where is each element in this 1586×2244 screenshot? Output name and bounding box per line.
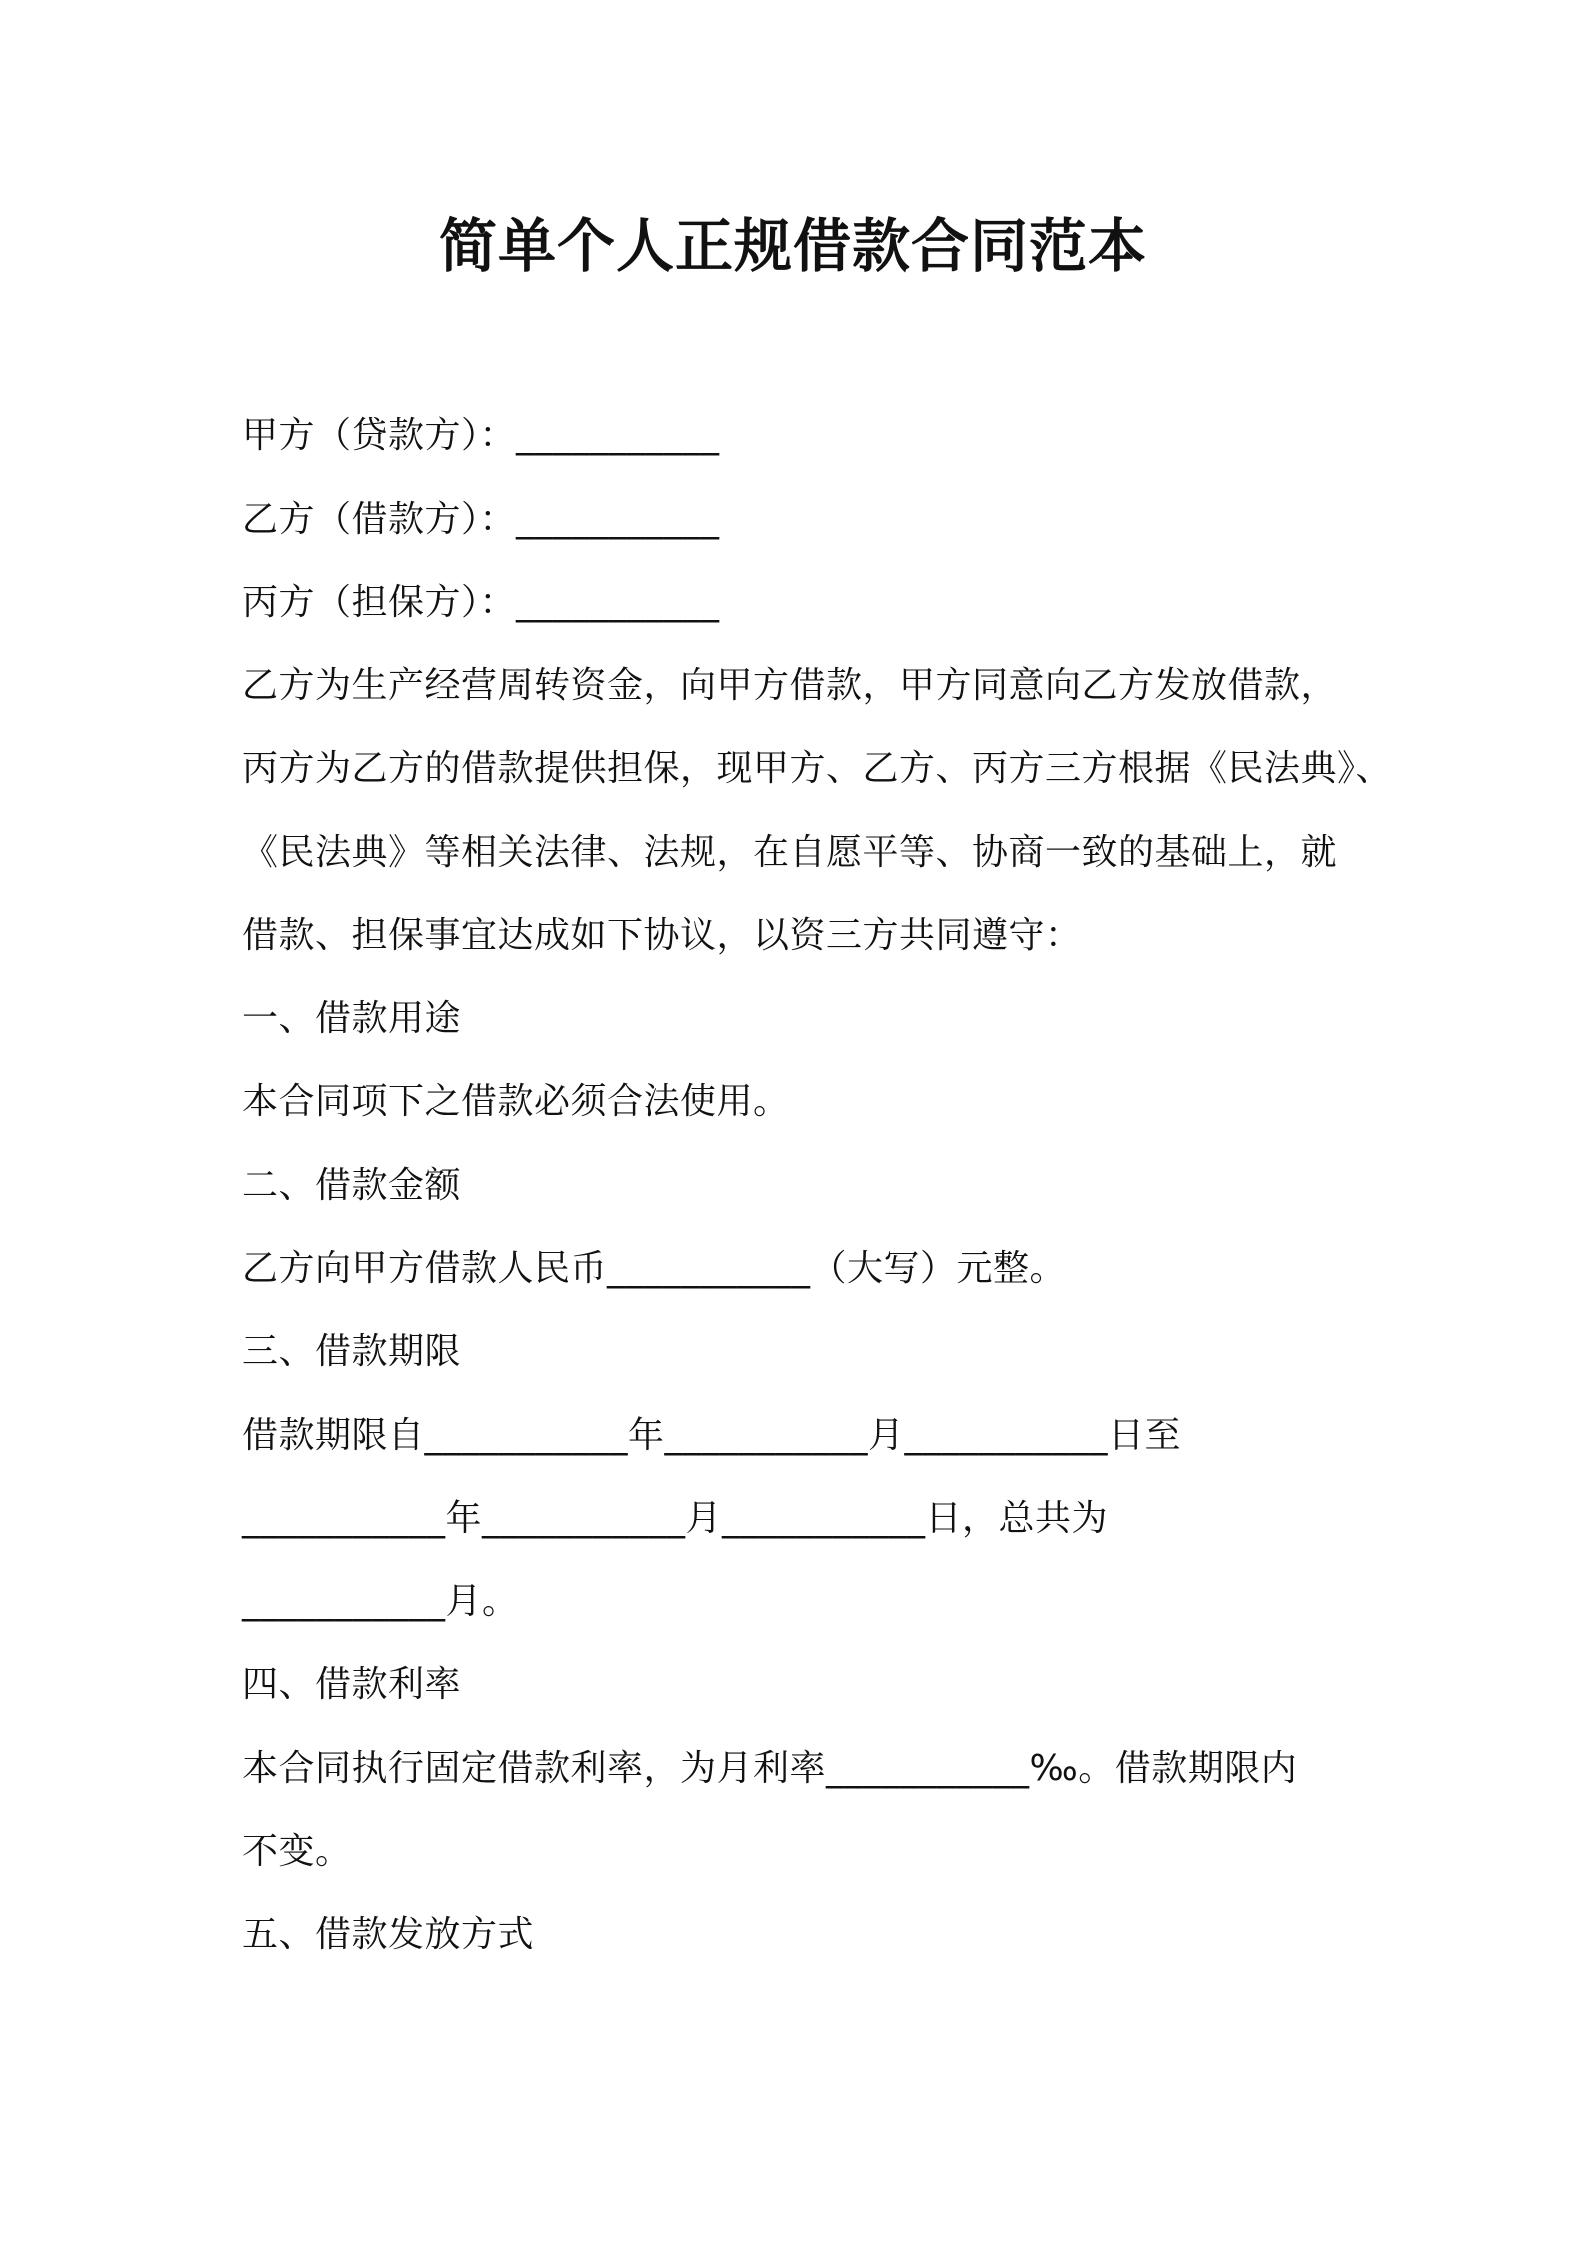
section-heading-disbursement: 五、借款发放方式 — [242, 1914, 535, 1955]
section-body-term-line-3: ___________月。 — [242, 1581, 519, 1622]
party-c-line: 丙方（担保方）：___________ — [242, 582, 720, 623]
section-heading-term: 三、借款期限 — [242, 1331, 462, 1372]
section-body-purpose: 本合同项下之借款必须合法使用。 — [242, 1081, 790, 1122]
section-body-rate-line-2: 不变。 — [242, 1831, 352, 1872]
preamble-line-4: 借款、担保事宜达成如下协议，以资三方共同遵守： — [242, 915, 1082, 956]
section-body-term-line-1: 借款期限自___________年___________月___________日至 — [242, 1415, 1182, 1456]
section-heading-amount: 二、借款金额 — [242, 1165, 462, 1206]
section-body-term-line-2: ___________年___________月___________日，总共为 — [242, 1498, 1109, 1539]
section-heading-rate: 四、借款利率 — [242, 1664, 462, 1705]
section-body-rate-line-1: 本合同执行固定借款利率，为月利率___________‰。借款期限内 — [242, 1748, 1298, 1789]
preamble-line-2: 丙方为乙方的借款提供担保，现甲方、乙方、丙方三方根据《民法典》、 — [242, 748, 1393, 789]
party-b-line: 乙方（借款方）：___________ — [242, 499, 720, 540]
document-title: 简单个人正规借款合同范本 — [438, 212, 1147, 280]
section-heading-purpose: 一、借款用途 — [242, 998, 462, 1039]
section-body-amount: 乙方向甲方借款人民币___________（大写）元整。 — [242, 1248, 1067, 1289]
preamble-line-1: 乙方为生产经营周转资金，向甲方借款，甲方同意向乙方发放借款， — [242, 665, 1338, 706]
party-a-line: 甲方（贷款方）：___________ — [242, 415, 720, 456]
preamble-line-3: 《民法典》等相关法律、法规，在自愿平等、协商一致的基础上，就 — [242, 832, 1338, 873]
